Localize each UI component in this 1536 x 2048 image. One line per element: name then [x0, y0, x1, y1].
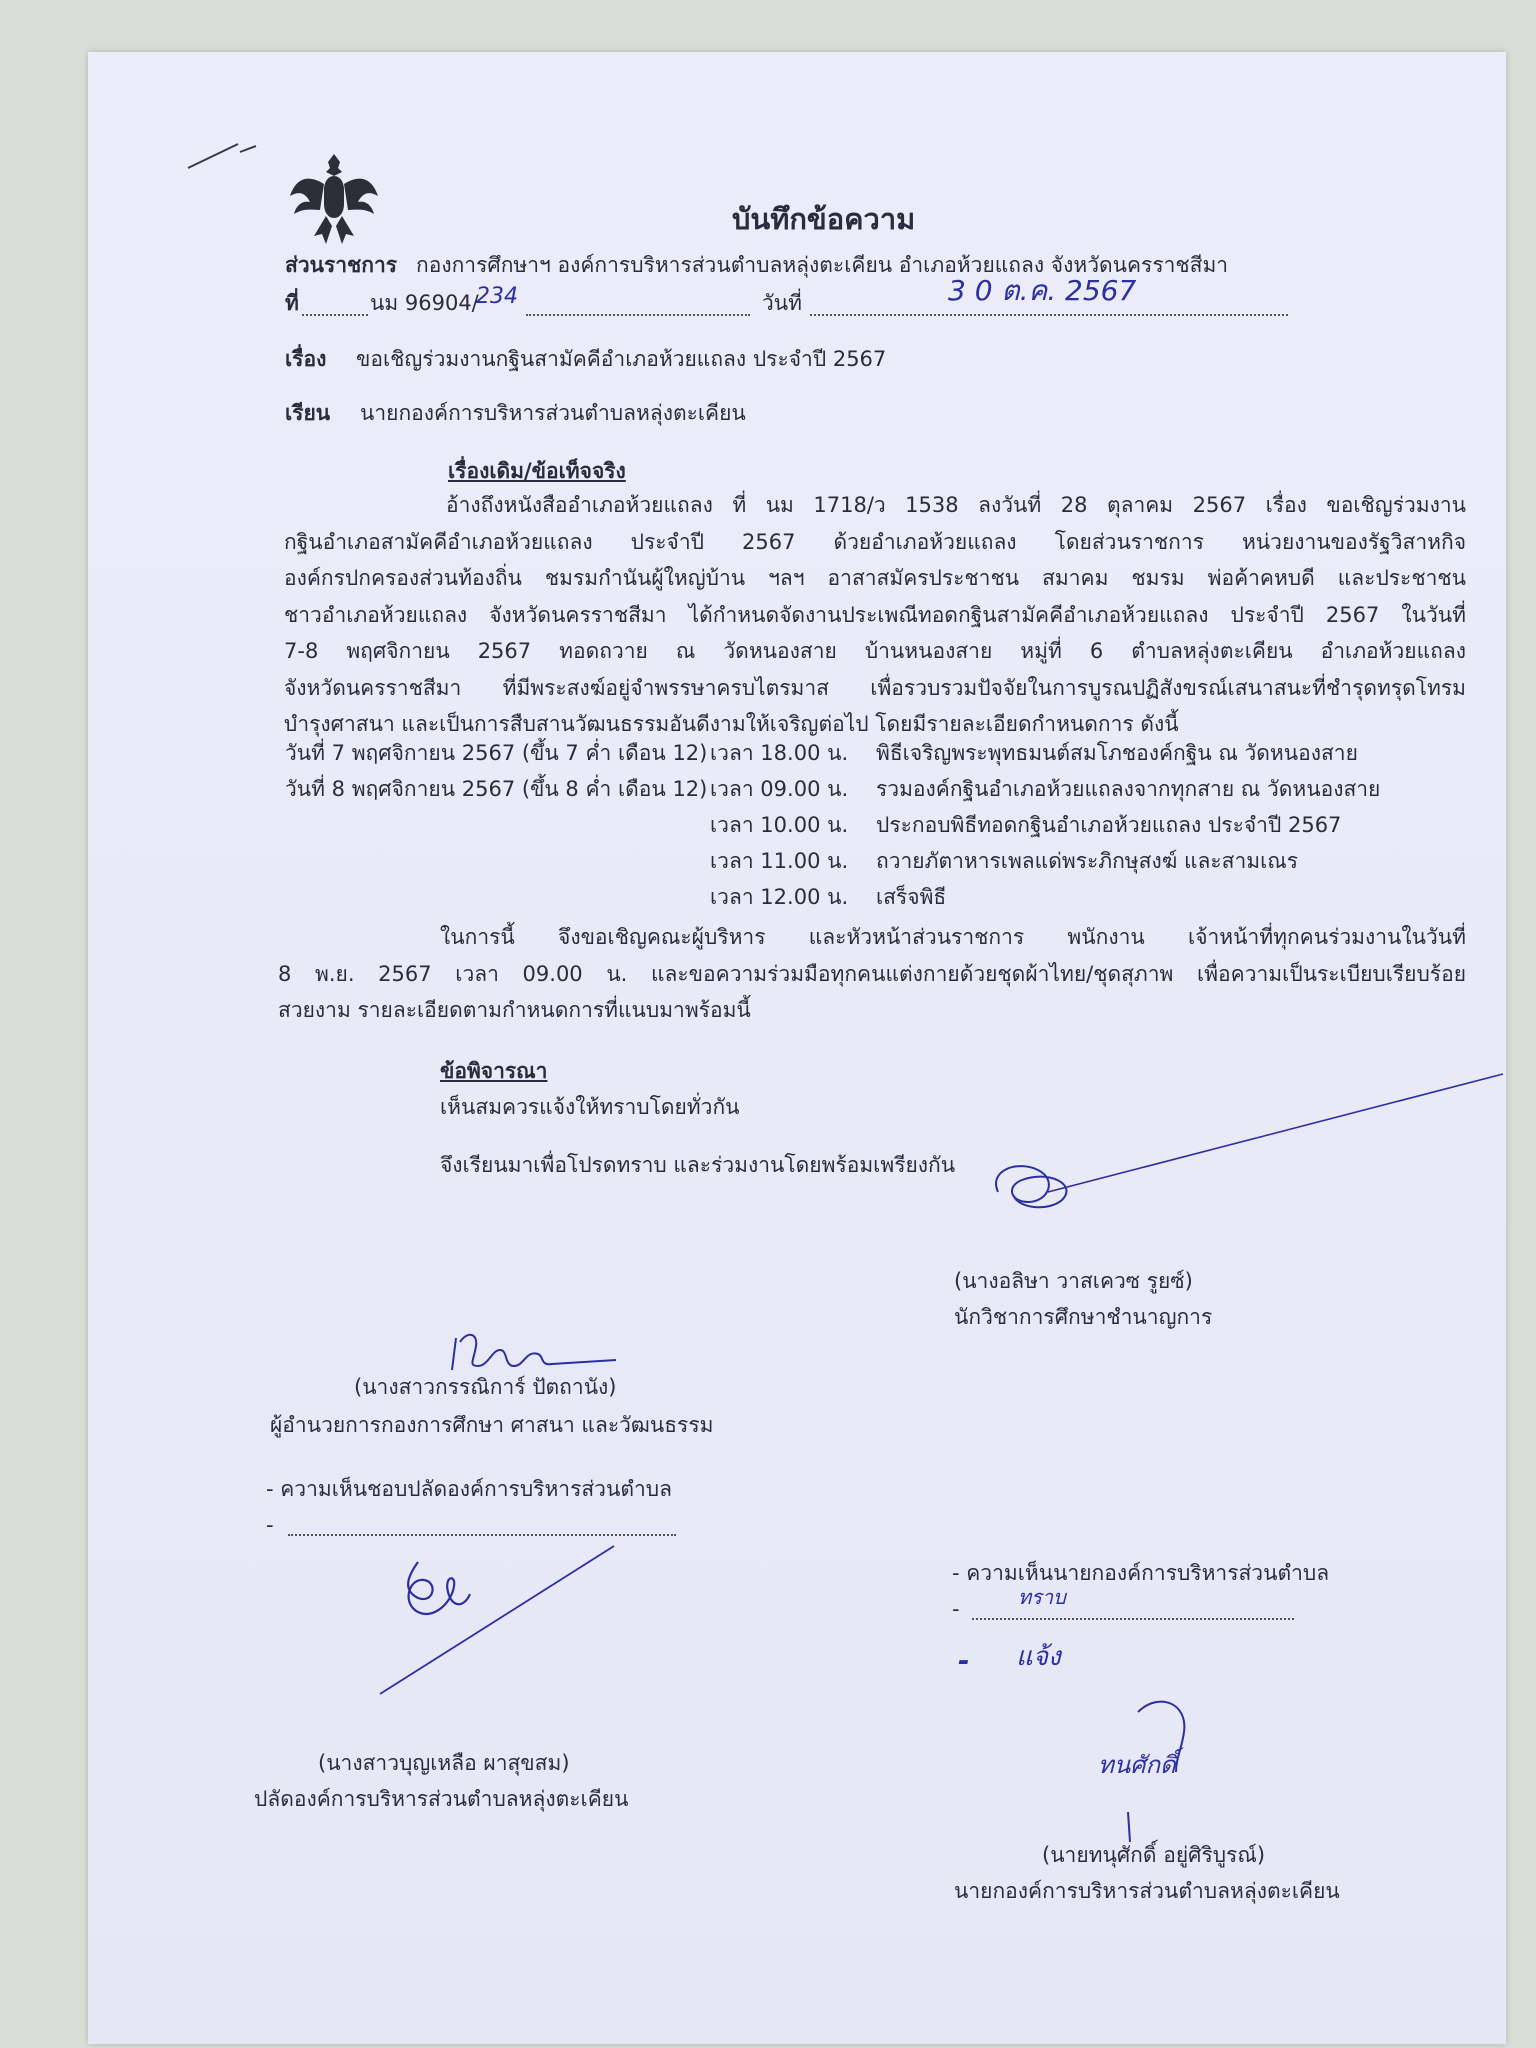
- schedule-time: เวลา 10.00 น.: [710, 813, 849, 837]
- paragraph-line: 8 พ.ย. 2567 เวลา 09.00 น. และขอความร่วมมือทุกคนแต่งกายด้วยชุดผ้าไทย/ชุดสุภาพ เพื่อความเป็นระเบียบเรียบร้อย: [278, 961, 1466, 986]
- director-title: ผู้อำนวยการกองการศึกษา ศาสนา และวัฒนธรรม: [270, 1413, 714, 1437]
- subject-value: ขอเชิญร่วมงานกฐินสามัคคีอำเภอห้วยแถลง ประจำปี 2567: [356, 347, 887, 371]
- ref-label: ที่: [285, 291, 299, 315]
- director-name: (นางสาวกรรณิการ์ ปัตถานัง): [354, 1375, 617, 1399]
- ref-prefix: นม 96904/: [370, 291, 479, 315]
- to-label: เรียน: [285, 401, 331, 425]
- paragraph-line: กฐินอำเภอสามัคคีอำเภอห้วยแถลง ประจำปี 2567 ด้วยอำเภอห้วยแถลง โดยส่วนราชการ หน่วยงานของรัฐวิสาหกิจ: [284, 529, 1466, 554]
- schedule-event: ถวายภัตาหารเพลแด่พระภิกษุสงฆ์ และสามเณร: [876, 849, 1299, 873]
- closing-text: จึงเรียนมาเพื่อโปรดทราบ และร่วมงานโดยพร้อมเพรียงกัน: [440, 1153, 956, 1177]
- date-label: วันที่: [762, 291, 802, 315]
- consideration-text: เห็นสมควรแจ้งให้ทราบโดยทั่วกัน: [440, 1095, 740, 1119]
- schedule-day: วันที่ 7 พฤศจิกายน 2567 (ขึ้น 7 ค่ำ เดือน 12): [285, 741, 708, 765]
- officer-title: นักวิชาการศึกษาชำนาญการ: [954, 1305, 1213, 1329]
- to-value: นายกองค์การบริหารส่วนตำบลหลุ่งตะเคียน: [360, 401, 746, 425]
- subject-label: เรื่อง: [285, 347, 327, 371]
- agency-label: ส่วนราชการ: [285, 253, 398, 277]
- schedule-time: เวลา 12.00 น.: [710, 885, 849, 909]
- paragraph-line: บำรุงศาสนา และเป็นการสืบสานวัฒนธรรมอันดีงามให้เจริญต่อไป โดยมีรายละเอียดกำหนดการ ดังนี้: [284, 712, 1179, 736]
- paragraph-line: ในการนี้ จึงขอเชิญคณะผู้บริหาร และหัวหน้าส่วนราชการ พนักงาน เจ้าหน้าที่ทุกคนร่วมงานในวันที่: [440, 925, 1466, 949]
- paragraph-line: 7-8 พฤศจิกายน 2567 ทอดถวาย ณ วัดหนองสาย บ้านหนองสาย หมู่ที่ 6 ตำบลหลุ่งตะเคียน อำเภอห้วยแถลง: [284, 639, 1466, 663]
- ref-handwritten-number: 234: [476, 284, 518, 309]
- schedule-time: เวลา 18.00 น.: [710, 741, 849, 765]
- mayor-opinion-dash-1: -: [952, 1597, 960, 1621]
- mayor-title: นายกองค์การบริหารส่วนตำบลหลุ่งตะเคียน: [954, 1879, 1340, 1903]
- deputy-opinion-dots: [288, 1534, 676, 1536]
- schedule-time: เวลา 11.00 น.: [710, 849, 849, 873]
- mayor-opinion-dash-2: -: [958, 1644, 970, 1677]
- invitation-paragraph: [278, 919, 1466, 1029]
- paragraph-line: องค์กรปกครองส่วนท้องถิ่น ชมรมกำนันผู้ใหญ่บ้าน ฯลฯ อาสาสมัครประชาชน สมาคม ชมรม พ่อค้าคหบดี และประชาชน: [284, 566, 1466, 590]
- memo-paper: [88, 52, 1506, 2044]
- background-heading: เรื่องเดิม/ข้อเท็จจริง: [448, 459, 626, 483]
- date-dots: [810, 314, 1288, 316]
- officer-name: (นางอลิษา วาสเควซ รูยซ์): [954, 1269, 1193, 1293]
- date-handwritten: 3 0 ต.ค. 2567: [948, 274, 1137, 307]
- page-title: บันทึกข้อความ: [732, 202, 916, 236]
- background-paragraph: [284, 487, 1466, 743]
- deputy-title: ปลัดองค์การบริหารส่วนตำบลหลุ่งตะเคียน: [254, 1787, 629, 1811]
- mayor-opinion-label: - ความเห็นนายกองค์การบริหารส่วนตำบล: [952, 1561, 1330, 1585]
- mayor-handwritten-signature: ทนศักดิ์: [1098, 1751, 1176, 1779]
- paragraph-line: อ้างถึงหนังสืออำเภอห้วยแถลง ที่ นม 1718/ว 1538 ลงวันที่ 28 ตุลาคม 2567 เรื่อง ขอเชิญร่วมงาน: [446, 493, 1466, 517]
- director-signature: [448, 1320, 618, 1376]
- agency-value: กองการศึกษาฯ องค์การบริหารส่วนตำบลหลุ่งตะเคียน อำเภอห้วยแถลง จังหวัดนครราชสีมา: [416, 253, 1229, 277]
- pen-mark: [186, 138, 266, 178]
- deputy-opinion-label: - ความเห็นชอบปลัดองค์การบริหารส่วนตำบล: [266, 1477, 672, 1501]
- schedule-event: เสร็จพิธี: [876, 885, 947, 909]
- paragraph-line: ชาวอำเภอห้วยแถลง จังหวัดนครราชสีมา ได้กำหนดจัดงานประเพณีทอดกฐินสามัคคีอำเภอห้วยแถลง ประจำปี 2567 ในวันที่: [284, 602, 1466, 627]
- mayor-opinion-handwritten-1: ทราบ: [1018, 1585, 1066, 1609]
- ref-dots-left: [302, 314, 368, 316]
- schedule-event: รวมองค์กฐินอำเภอห้วยแถลงจากทุกสาย ณ วัดหนองสาย: [876, 777, 1381, 801]
- garuda-emblem-icon: [288, 150, 380, 246]
- schedule-event: ประกอบพิธีทอดกฐินอำเภอห้วยแถลง ประจำปี 2567: [876, 813, 1342, 837]
- deputy-opinion-dash: -: [266, 1513, 274, 1537]
- mayor-opinion-handwritten-2: แจ้ง: [1016, 1642, 1061, 1672]
- mayor-opinion-dots: [972, 1618, 1294, 1620]
- schedule-event: พิธีเจริญพระพุทธมนต์สมโภชองค์กฐิน ณ วัดหนองสาย: [876, 741, 1358, 765]
- paragraph-line: สวยงาม รายละเอียดตามกำหนดการที่แนบมาพร้อมนี้: [278, 998, 751, 1022]
- mayor-name: (นายทนุศักดิ์ อยู่ศิริบูรณ์): [1042, 1843, 1266, 1867]
- schedule-time: เวลา 09.00 น.: [710, 777, 849, 801]
- schedule-day: วันที่ 8 พฤศจิกายน 2567 (ขึ้น 8 ค่ำ เดือน 12): [285, 777, 708, 801]
- ref-dots-right: [526, 314, 750, 316]
- deputy-signature: [378, 1542, 618, 1702]
- deputy-name: (นางสาวบุญเหลือ ผาสุขสม): [318, 1751, 570, 1775]
- consideration-heading: ข้อพิจารณา: [440, 1059, 548, 1083]
- paragraph-line: จังหวัดนครราชสีมา ที่มีพระสงฆ์อยู่จำพรรษาครบไตรมาส เพื่อรวบรวมปัจจัยในการบูรณปฏิสังขรณ์เสนาสนะที่ชำรุดทรุดโทรม: [284, 675, 1466, 700]
- officer-signature: [988, 1062, 1508, 1222]
